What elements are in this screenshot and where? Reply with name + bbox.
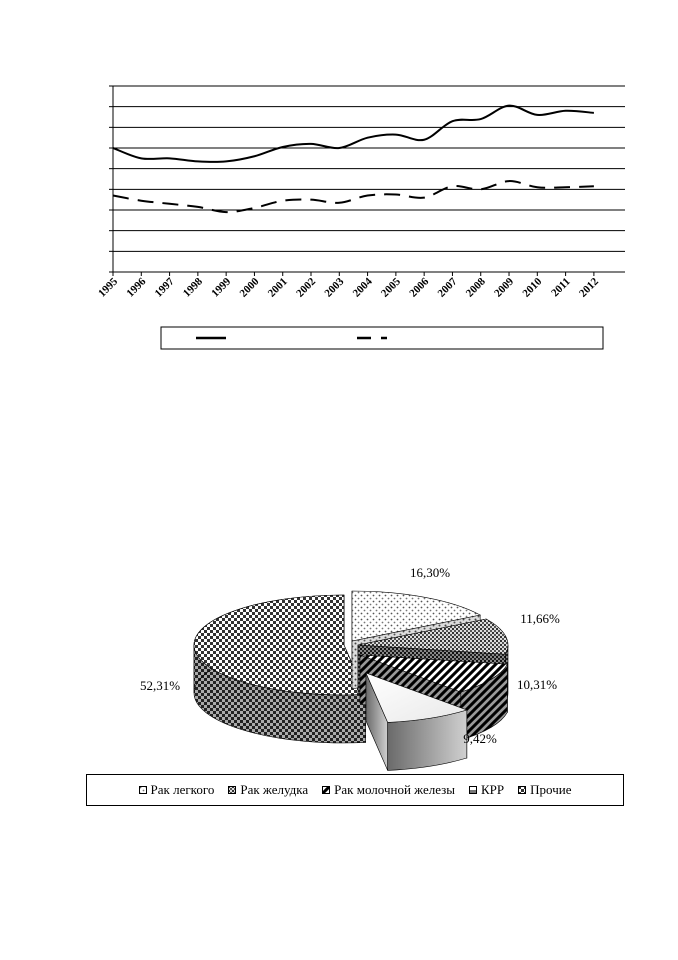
pie-data-label: 16,30%	[409, 565, 451, 580]
legend-label: Рак легкого	[150, 782, 215, 797]
x-tick-label: 2001	[265, 275, 290, 300]
pie-data-label: 11,66%	[520, 611, 560, 626]
legend-label: КРР	[481, 782, 505, 797]
series-line-dashed	[113, 181, 594, 212]
legend-item-krr	[469, 782, 504, 798]
x-tick-label: 2010	[520, 275, 545, 300]
pie-data-label: 9,42%	[463, 731, 497, 746]
legend-item-lung-cancer	[139, 782, 215, 798]
x-tick-label: 2011	[549, 275, 573, 300]
legend-swatch-dots	[139, 786, 147, 794]
legend-label: Рак молочной железы	[334, 782, 456, 797]
line-chart	[0, 0, 678, 370]
legend-label: Рак желудка	[240, 782, 309, 797]
legend-item-breast-cancer	[322, 782, 455, 798]
x-tick-label: 1995	[96, 275, 121, 300]
x-tick-label: 2007	[435, 275, 460, 300]
pie-slices	[194, 591, 508, 770]
x-tick-label: 2004	[350, 275, 375, 300]
legend-item-stomach-cancer	[228, 782, 308, 798]
pie-data-label: 52,31%	[139, 678, 181, 693]
x-tick-label: 2006	[407, 275, 432, 300]
x-tick-label: 2000	[237, 275, 262, 300]
x-tick-label: 1999	[209, 275, 234, 300]
legend-label: Прочие	[530, 782, 572, 797]
line-chart-grid	[113, 86, 625, 251]
series-line-solid	[113, 106, 594, 162]
x-tick-label: 2002	[294, 275, 319, 300]
line-chart-legend	[161, 327, 603, 349]
x-tick-label: 2008	[463, 275, 488, 300]
legend-swatch-diagonal	[322, 786, 330, 794]
slice-other	[194, 595, 366, 743]
x-tick-label: 2005	[378, 275, 403, 300]
x-tick-label: 1998	[180, 275, 205, 300]
line-chart-series	[113, 106, 594, 212]
x-tick-label: 1997	[152, 275, 177, 300]
x-tick-label: 1996	[124, 275, 149, 300]
x-tick-label: 2012	[576, 275, 602, 300]
legend-swatch-plain	[469, 786, 477, 794]
line-chart-x-ticks	[96, 272, 601, 300]
x-tick-label: 2009	[492, 275, 517, 300]
x-tick-label: 2003	[322, 275, 347, 300]
legend-swatch-dense	[228, 786, 236, 794]
pie-chart	[0, 540, 678, 810]
legend-item-other	[518, 782, 571, 798]
pie-data-label: 10,31%	[516, 677, 558, 692]
pie-legend	[86, 774, 624, 806]
legend-swatch-checker	[518, 786, 526, 794]
